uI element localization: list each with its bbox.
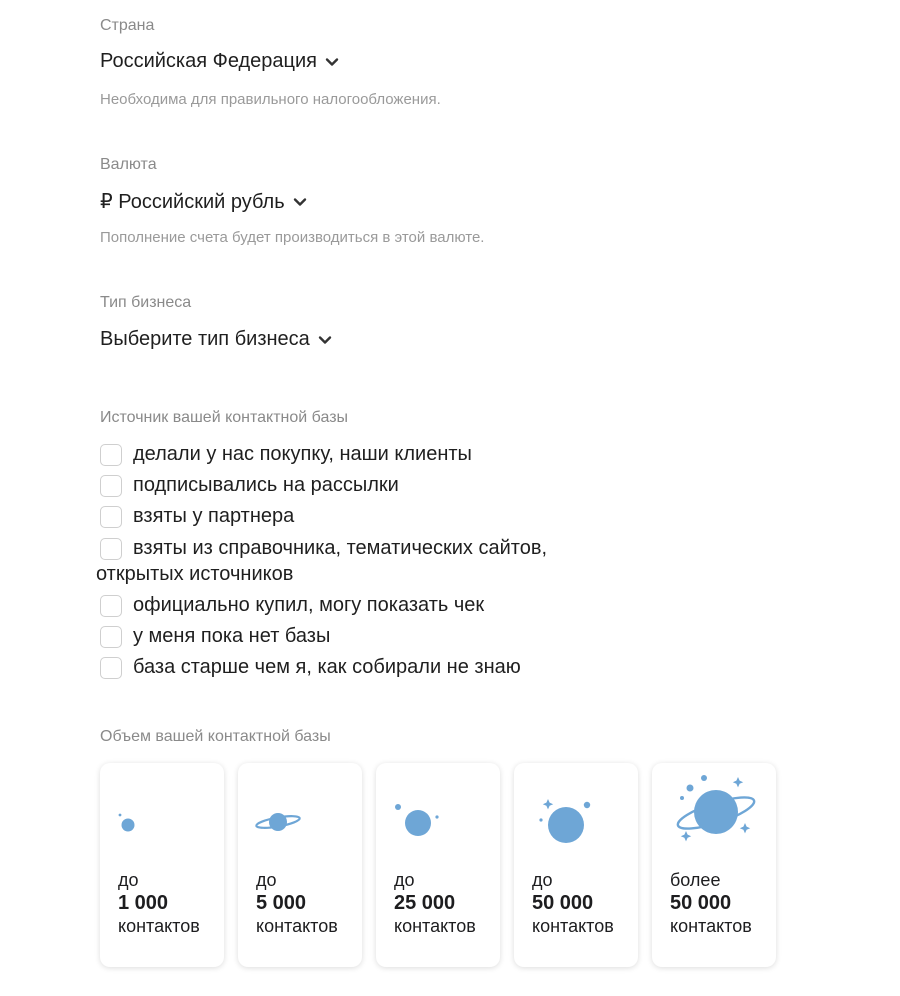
country-hint: Необходима для правильного налогообложения. [100, 91, 441, 108]
volume-prefix: до [394, 870, 415, 890]
volume-prefix: до [532, 870, 553, 890]
business-value: Выберите тип бизнеса [100, 328, 310, 350]
source-option[interactable] [100, 443, 472, 466]
source-option-continuation: открытых источников [96, 563, 294, 585]
volume-amount: 5 000 [256, 892, 307, 914]
source-option-label: взяты из справочника, тематических сайтов, [133, 537, 547, 559]
business-label: Тип бизнеса [100, 294, 192, 311]
checkbox[interactable] [100, 506, 122, 528]
volume-card[interactable] [238, 763, 362, 967]
volume-card[interactable] [376, 763, 500, 967]
source-label: Источник вашей контактной базы [100, 409, 349, 426]
volume-amount: 25 000 [394, 892, 456, 914]
source-option-label: подписывались на рассылки [133, 474, 399, 496]
country-label: Страна [100, 17, 155, 34]
checkbox[interactable] [100, 538, 122, 560]
currency-hint: Пополнение счета будет производиться в этой валюте. [100, 229, 485, 246]
chevron-down-icon [293, 197, 307, 207]
volume-amount: 1 000 [118, 892, 169, 914]
volume-card[interactable] [100, 763, 224, 967]
source-option[interactable] [100, 656, 521, 679]
source-option-label: у меня пока нет базы [133, 625, 331, 647]
source-option[interactable] [100, 474, 399, 497]
volume-unit: контактов [670, 916, 752, 936]
tiny-planet-icon [100, 763, 224, 863]
checkbox[interactable] [100, 626, 122, 648]
volume-card[interactable] [514, 763, 638, 967]
volume-card[interactable] [652, 763, 776, 967]
volume-amount: 50 000 [532, 892, 594, 914]
volume-prefix: до [118, 870, 139, 890]
volume-prefix: до [256, 870, 277, 890]
galaxy-planet-icon [652, 763, 776, 863]
source-option[interactable] [100, 537, 547, 560]
checkbox[interactable] [100, 595, 122, 617]
volume-unit: контактов [256, 916, 338, 936]
volume-unit: контактов [394, 916, 476, 936]
chevron-down-icon [325, 57, 339, 67]
checkbox[interactable] [100, 444, 122, 466]
checkbox[interactable] [100, 657, 122, 679]
source-option[interactable] [100, 505, 294, 528]
source-option[interactable] [100, 625, 330, 648]
volume-unit: контактов [532, 916, 614, 936]
checkbox[interactable] [100, 475, 122, 497]
volume-amount: 50 000 [670, 892, 732, 914]
source-option-label: делали у нас покупку, наши клиенты [133, 443, 472, 465]
country-select[interactable] [100, 50, 339, 73]
volume-prefix: более [670, 870, 721, 890]
currency-select[interactable] [100, 189, 307, 214]
volume-cards [100, 763, 776, 967]
currency-label: Валюта [100, 156, 157, 173]
large-planet-icon [514, 763, 638, 863]
ringed-planet-icon [238, 763, 362, 863]
volume-unit: контактов [118, 916, 200, 936]
source-option[interactable] [100, 594, 484, 617]
chevron-down-icon [318, 335, 332, 345]
business-select[interactable] [100, 328, 332, 351]
country-value: Российская Федерация [100, 50, 318, 72]
source-option-label: официально купил, могу показать чек [133, 594, 485, 616]
source-option-label: база старше чем я, как собирали не знаю [133, 656, 521, 678]
source-option-label: взяты у партнера [133, 505, 295, 527]
currency-value: ₽ Российский рубль [100, 191, 285, 213]
volume-label: Объем вашей контактной базы [100, 728, 331, 745]
medium-planet-icon [376, 763, 500, 863]
